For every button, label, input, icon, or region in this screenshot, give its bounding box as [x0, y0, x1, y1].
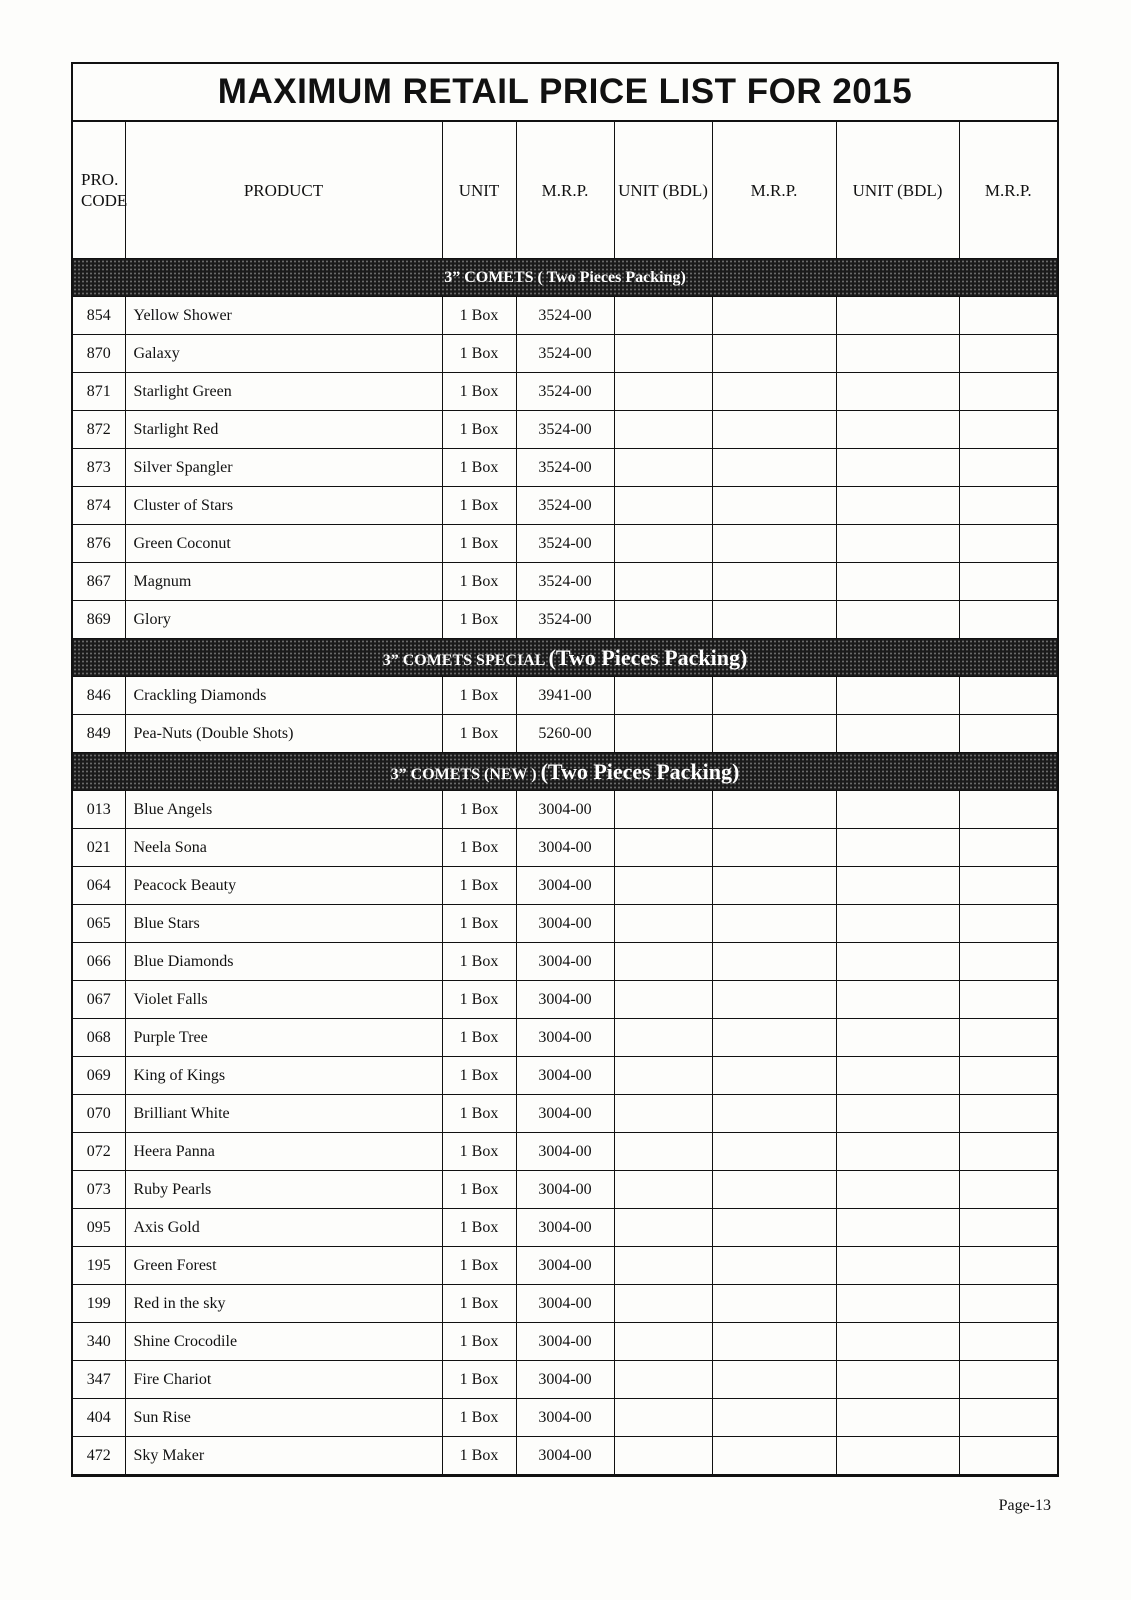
table-row — [73, 601, 1057, 639]
code-cell: 846 — [73, 677, 125, 715]
table-body — [73, 259, 1057, 1475]
mrp-3-cell — [959, 1323, 1057, 1361]
mrp-2-cell — [712, 1133, 836, 1171]
unit-cell: 1 Box — [442, 905, 516, 943]
unit-cell: 1 Box — [442, 1095, 516, 1133]
product-cell: Purple Tree — [125, 1019, 442, 1057]
code-cell: 854 — [73, 297, 125, 335]
code-cell: 195 — [73, 1247, 125, 1285]
table-row — [73, 1437, 1057, 1475]
mrp-3-cell — [959, 715, 1057, 753]
unit-cell: 1 Box — [442, 525, 516, 563]
unit-bdl-2-cell — [836, 905, 959, 943]
mrp-2-cell — [712, 373, 836, 411]
unit-bdl-cell — [614, 867, 712, 905]
unit-bdl-cell — [614, 373, 712, 411]
table-row — [73, 1095, 1057, 1133]
unit-bdl-cell — [614, 1171, 712, 1209]
code-cell: 869 — [73, 601, 125, 639]
mrp-cell: 3004-00 — [516, 905, 614, 943]
unit-bdl-cell — [614, 1209, 712, 1247]
header-product: PRODUCT — [125, 122, 442, 259]
unit-cell: 1 Box — [442, 1247, 516, 1285]
price-table — [73, 122, 1057, 1475]
table-row — [73, 1323, 1057, 1361]
unit-bdl-2-cell — [836, 867, 959, 905]
mrp-cell: 3004-00 — [516, 943, 614, 981]
product-cell: Pea-Nuts (Double Shots) — [125, 715, 442, 753]
code-cell: 073 — [73, 1171, 125, 1209]
mrp-cell: 3004-00 — [516, 1399, 614, 1437]
mrp-2-cell — [712, 1437, 836, 1475]
unit-cell: 1 Box — [442, 867, 516, 905]
mrp-3-cell — [959, 867, 1057, 905]
mrp-cell: 3004-00 — [516, 867, 614, 905]
table-row — [73, 335, 1057, 373]
unit-cell: 1 Box — [442, 1323, 516, 1361]
table-row — [73, 1247, 1057, 1285]
product-cell: Crackling Diamonds — [125, 677, 442, 715]
code-cell: 876 — [73, 525, 125, 563]
mrp-3-cell — [959, 1209, 1057, 1247]
unit-bdl-cell — [614, 1323, 712, 1361]
code-cell: 072 — [73, 1133, 125, 1171]
mrp-2-cell — [712, 677, 836, 715]
unit-cell: 1 Box — [442, 335, 516, 373]
unit-cell: 1 Box — [442, 1285, 516, 1323]
mrp-cell: 3004-00 — [516, 1323, 614, 1361]
mrp-cell: 3004-00 — [516, 1057, 614, 1095]
table-header — [73, 122, 1057, 259]
unit-bdl-cell — [614, 981, 712, 1019]
mrp-cell: 3524-00 — [516, 297, 614, 335]
unit-cell: 1 Box — [442, 1361, 516, 1399]
unit-bdl-2-cell — [836, 1247, 959, 1285]
unit-bdl-2-cell — [836, 601, 959, 639]
table-row — [73, 1057, 1057, 1095]
code-cell: 404 — [73, 1399, 125, 1437]
unit-cell: 1 Box — [442, 1057, 516, 1095]
unit-cell: 1 Box — [442, 411, 516, 449]
table-row — [73, 1133, 1057, 1171]
unit-bdl-2-cell — [836, 1209, 959, 1247]
unit-bdl-cell — [614, 1437, 712, 1475]
mrp-2-cell — [712, 411, 836, 449]
unit-bdl-2-cell — [836, 487, 959, 525]
mrp-2-cell — [712, 905, 836, 943]
code-cell: 199 — [73, 1285, 125, 1323]
code-cell: 871 — [73, 373, 125, 411]
product-cell: Neela Sona — [125, 829, 442, 867]
unit-bdl-2-cell — [836, 335, 959, 373]
mrp-3-cell — [959, 1437, 1057, 1475]
section-title: 3” COMETS ( Two Pieces Packing) — [444, 268, 686, 286]
mrp-cell: 3524-00 — [516, 525, 614, 563]
code-cell: 068 — [73, 1019, 125, 1057]
table-row — [73, 1399, 1057, 1437]
code-cell: 874 — [73, 487, 125, 525]
page-number: Page-13 — [998, 1497, 1051, 1514]
unit-bdl-2-cell — [836, 1133, 959, 1171]
unit-bdl-cell — [614, 449, 712, 487]
unit-bdl-2-cell — [836, 981, 959, 1019]
section-header — [73, 753, 1057, 791]
mrp-2-cell — [712, 1361, 836, 1399]
mrp-3-cell — [959, 1247, 1057, 1285]
unit-bdl-2-cell — [836, 525, 959, 563]
mrp-3-cell — [959, 905, 1057, 943]
unit-bdl-2-cell — [836, 791, 959, 829]
mrp-2-cell — [712, 563, 836, 601]
unit-cell: 1 Box — [442, 791, 516, 829]
mrp-cell: 5260-00 — [516, 715, 614, 753]
unit-bdl-cell — [614, 525, 712, 563]
section-title-cell — [73, 259, 1057, 297]
unit-cell: 1 Box — [442, 829, 516, 867]
unit-bdl-cell — [614, 829, 712, 867]
unit-bdl-cell — [614, 1361, 712, 1399]
product-cell: Cluster of Stars — [125, 487, 442, 525]
mrp-2-cell — [712, 449, 836, 487]
table-row — [73, 487, 1057, 525]
unit-bdl-cell — [614, 677, 712, 715]
product-cell: Brilliant White — [125, 1095, 442, 1133]
table-row — [73, 563, 1057, 601]
mrp-2-cell — [712, 487, 836, 525]
mrp-cell: 3524-00 — [516, 601, 614, 639]
table-row — [73, 677, 1057, 715]
mrp-cell: 3004-00 — [516, 1285, 614, 1323]
mrp-2-cell — [712, 1285, 836, 1323]
mrp-3-cell — [959, 677, 1057, 715]
section-title-cell — [73, 753, 1057, 791]
header-unit-bdl: UNIT (BDL) — [614, 122, 712, 259]
unit-bdl-2-cell — [836, 1361, 959, 1399]
mrp-2-cell — [712, 943, 836, 981]
unit-bdl-2-cell — [836, 563, 959, 601]
unit-cell: 1 Box — [442, 677, 516, 715]
unit-cell: 1 Box — [442, 297, 516, 335]
unit-bdl-2-cell — [836, 829, 959, 867]
code-cell: 867 — [73, 563, 125, 601]
mrp-cell: 3004-00 — [516, 829, 614, 867]
table-row — [73, 905, 1057, 943]
unit-cell: 1 Box — [442, 981, 516, 1019]
unit-bdl-cell — [614, 715, 712, 753]
table-row — [73, 525, 1057, 563]
mrp-3-cell — [959, 1399, 1057, 1437]
product-cell: Blue Diamonds — [125, 943, 442, 981]
section-title-cell — [73, 639, 1057, 677]
mrp-3-cell — [959, 981, 1057, 1019]
product-cell: Starlight Green — [125, 373, 442, 411]
unit-bdl-cell — [614, 1399, 712, 1437]
mrp-3-cell — [959, 411, 1057, 449]
unit-bdl-2-cell — [836, 411, 959, 449]
product-cell: King of Kings — [125, 1057, 442, 1095]
mrp-cell: 3524-00 — [516, 563, 614, 601]
unit-cell: 1 Box — [442, 601, 516, 639]
code-cell: 347 — [73, 1361, 125, 1399]
unit-cell: 1 Box — [442, 373, 516, 411]
mrp-2-cell — [712, 867, 836, 905]
table-row — [73, 1019, 1057, 1057]
unit-bdl-2-cell — [836, 1399, 959, 1437]
code-cell: 849 — [73, 715, 125, 753]
mrp-cell: 3004-00 — [516, 981, 614, 1019]
mrp-cell: 3004-00 — [516, 1133, 614, 1171]
code-cell: 067 — [73, 981, 125, 1019]
mrp-3-cell — [959, 829, 1057, 867]
mrp-2-cell — [712, 1019, 836, 1057]
product-cell: Blue Angels — [125, 791, 442, 829]
mrp-2-cell — [712, 791, 836, 829]
code-cell: 021 — [73, 829, 125, 867]
unit-bdl-cell — [614, 943, 712, 981]
mrp-3-cell — [959, 487, 1057, 525]
mrp-cell: 3004-00 — [516, 791, 614, 829]
header-mrp-2: M.R.P. — [712, 122, 836, 259]
unit-bdl-2-cell — [836, 943, 959, 981]
product-cell: Violet Falls — [125, 981, 442, 1019]
unit-bdl-2-cell — [836, 1095, 959, 1133]
code-cell: 340 — [73, 1323, 125, 1361]
product-cell: Blue Stars — [125, 905, 442, 943]
product-cell: Silver Spangler — [125, 449, 442, 487]
unit-bdl-cell — [614, 1285, 712, 1323]
mrp-cell: 3524-00 — [516, 335, 614, 373]
product-cell: Yellow Shower — [125, 297, 442, 335]
table-row — [73, 943, 1057, 981]
unit-bdl-cell — [614, 791, 712, 829]
mrp-cell: 3004-00 — [516, 1019, 614, 1057]
unit-bdl-cell — [614, 1095, 712, 1133]
unit-bdl-cell — [614, 1133, 712, 1171]
mrp-3-cell — [959, 525, 1057, 563]
table-row — [73, 297, 1057, 335]
unit-bdl-cell — [614, 1019, 712, 1057]
table-row — [73, 373, 1057, 411]
mrp-2-cell — [712, 1399, 836, 1437]
section-subtitle: (Two Pieces Packing) — [548, 644, 748, 670]
code-cell: 066 — [73, 943, 125, 981]
product-cell: Starlight Red — [125, 411, 442, 449]
unit-cell: 1 Box — [442, 1399, 516, 1437]
unit-cell: 1 Box — [442, 1437, 516, 1475]
table-row — [73, 829, 1057, 867]
code-cell: 013 — [73, 791, 125, 829]
code-cell: 065 — [73, 905, 125, 943]
unit-bdl-cell — [614, 411, 712, 449]
product-cell: Heera Panna — [125, 1133, 442, 1171]
section-title: 3” COMETS SPECIAL — [382, 651, 545, 669]
mrp-2-cell — [712, 525, 836, 563]
mrp-cell: 3941-00 — [516, 677, 614, 715]
unit-bdl-2-cell — [836, 1171, 959, 1209]
unit-cell: 1 Box — [442, 943, 516, 981]
unit-cell: 1 Box — [442, 1133, 516, 1171]
code-cell: 873 — [73, 449, 125, 487]
code-cell: 472 — [73, 1437, 125, 1475]
code-cell: 064 — [73, 867, 125, 905]
unit-bdl-2-cell — [836, 677, 959, 715]
unit-cell: 1 Box — [442, 1171, 516, 1209]
unit-bdl-2-cell — [836, 1285, 959, 1323]
mrp-3-cell — [959, 373, 1057, 411]
mrp-2-cell — [712, 1095, 836, 1133]
table-row — [73, 1361, 1057, 1399]
mrp-3-cell — [959, 1057, 1057, 1095]
table-row — [73, 867, 1057, 905]
unit-cell: 1 Box — [442, 487, 516, 525]
table-row — [73, 1171, 1057, 1209]
header-code: PRO. CODE — [73, 122, 125, 259]
unit-cell: 1 Box — [442, 1019, 516, 1057]
mrp-2-cell — [712, 829, 836, 867]
mrp-cell: 3524-00 — [516, 449, 614, 487]
mrp-2-cell — [712, 981, 836, 1019]
table-row — [73, 411, 1057, 449]
unit-bdl-cell — [614, 297, 712, 335]
mrp-2-cell — [712, 715, 836, 753]
unit-bdl-2-cell — [836, 297, 959, 335]
code-cell: 872 — [73, 411, 125, 449]
table-row — [73, 1209, 1057, 1247]
mrp-2-cell — [712, 1247, 836, 1285]
header-unit: UNIT — [442, 122, 516, 259]
mrp-2-cell — [712, 1209, 836, 1247]
mrp-2-cell — [712, 1057, 836, 1095]
mrp-2-cell — [712, 1323, 836, 1361]
unit-bdl-cell — [614, 1057, 712, 1095]
mrp-cell: 3004-00 — [516, 1095, 614, 1133]
mrp-3-cell — [959, 335, 1057, 373]
code-cell: 095 — [73, 1209, 125, 1247]
unit-bdl-2-cell — [836, 449, 959, 487]
mrp-cell: 3004-00 — [516, 1209, 614, 1247]
mrp-2-cell — [712, 335, 836, 373]
mrp-3-cell — [959, 943, 1057, 981]
mrp-3-cell — [959, 563, 1057, 601]
mrp-2-cell — [712, 297, 836, 335]
product-cell: Glory — [125, 601, 442, 639]
section-header — [73, 639, 1057, 677]
unit-bdl-cell — [614, 563, 712, 601]
unit-bdl-cell — [614, 487, 712, 525]
mrp-3-cell — [959, 1285, 1057, 1323]
product-cell: Ruby Pearls — [125, 1171, 442, 1209]
mrp-cell: 3524-00 — [516, 411, 614, 449]
unit-bdl-cell — [614, 905, 712, 943]
unit-bdl-2-cell — [836, 1057, 959, 1095]
table-row — [73, 981, 1057, 1019]
unit-cell: 1 Box — [442, 563, 516, 601]
unit-cell: 1 Box — [442, 715, 516, 753]
unit-bdl-2-cell — [836, 1437, 959, 1475]
mrp-3-cell — [959, 297, 1057, 335]
unit-bdl-cell — [614, 335, 712, 373]
table-row — [73, 791, 1057, 829]
mrp-cell: 3004-00 — [516, 1437, 614, 1475]
header-mrp-3: M.R.P. — [959, 122, 1057, 259]
product-cell: Shine Crocodile — [125, 1323, 442, 1361]
product-cell: Magnum — [125, 563, 442, 601]
table-row — [73, 715, 1057, 753]
unit-bdl-cell — [614, 601, 712, 639]
mrp-2-cell — [712, 1171, 836, 1209]
mrp-3-cell — [959, 1133, 1057, 1171]
header-mrp: M.R.P. — [516, 122, 614, 259]
header-unit-bdl-2: UNIT (BDL) — [836, 122, 959, 259]
product-cell: Peacock Beauty — [125, 867, 442, 905]
product-cell: Sky Maker — [125, 1437, 442, 1475]
unit-bdl-2-cell — [836, 1019, 959, 1057]
table-row — [73, 1285, 1057, 1323]
mrp-3-cell — [959, 449, 1057, 487]
mrp-3-cell — [959, 1171, 1057, 1209]
unit-bdl-2-cell — [836, 1323, 959, 1361]
section-title: 3” COMETS (NEW ) — [390, 765, 537, 783]
product-cell: Axis Gold — [125, 1209, 442, 1247]
unit-bdl-cell — [614, 1247, 712, 1285]
mrp-cell: 3524-00 — [516, 487, 614, 525]
mrp-3-cell — [959, 791, 1057, 829]
price-list-sheet — [71, 62, 1059, 1477]
product-cell: Sun Rise — [125, 1399, 442, 1437]
product-cell: Green Coconut — [125, 525, 442, 563]
product-cell: Fire Chariot — [125, 1361, 442, 1399]
page-title: MAXIMUM RETAIL PRICE LIST FOR 2015 — [73, 64, 1057, 122]
mrp-cell: 3004-00 — [516, 1361, 614, 1399]
section-header — [73, 259, 1057, 297]
mrp-3-cell — [959, 1361, 1057, 1399]
product-cell: Green Forest — [125, 1247, 442, 1285]
mrp-3-cell — [959, 1019, 1057, 1057]
unit-bdl-2-cell — [836, 373, 959, 411]
mrp-2-cell — [712, 601, 836, 639]
mrp-cell: 3004-00 — [516, 1171, 614, 1209]
mrp-3-cell — [959, 1095, 1057, 1133]
unit-cell: 1 Box — [442, 449, 516, 487]
product-cell: Galaxy — [125, 335, 442, 373]
mrp-cell: 3004-00 — [516, 1247, 614, 1285]
section-subtitle: (Two Pieces Packing) — [540, 758, 740, 784]
code-cell: 070 — [73, 1095, 125, 1133]
code-cell: 870 — [73, 335, 125, 373]
code-cell: 069 — [73, 1057, 125, 1095]
table-row — [73, 449, 1057, 487]
unit-cell: 1 Box — [442, 1209, 516, 1247]
mrp-3-cell — [959, 601, 1057, 639]
unit-bdl-2-cell — [836, 715, 959, 753]
mrp-cell: 3524-00 — [516, 373, 614, 411]
product-cell: Red in the sky — [125, 1285, 442, 1323]
